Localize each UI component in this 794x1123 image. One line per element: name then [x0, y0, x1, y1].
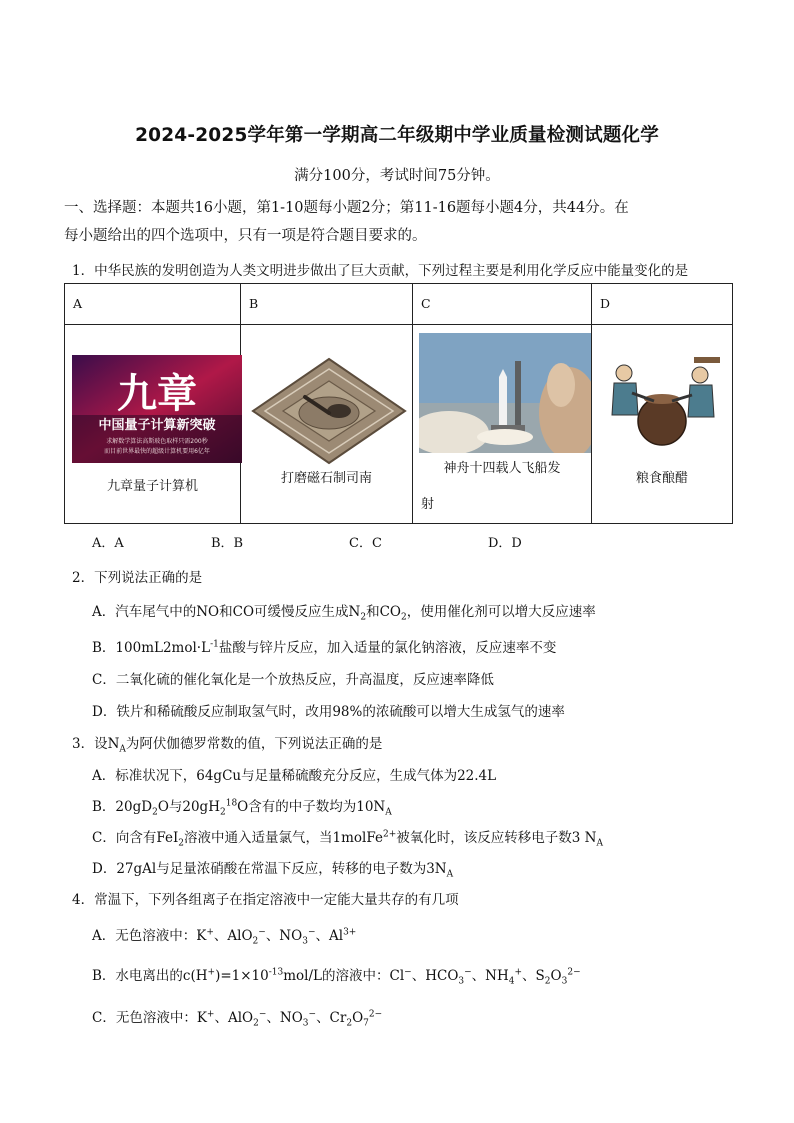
answer-a: A．A	[92, 536, 124, 551]
section-line-2: 每小题给出的四个选项中，只有一项是符合题目要求的。	[64, 228, 427, 244]
image-caption-1: 求解数学算法高斯玻色取样只需200秒	[106, 438, 208, 445]
exam-subtitle: 满分100分，考试时间75分钟。	[294, 168, 500, 184]
question-3-option-c: C．向含有FeI$_2$溶液中通入适量氯气，当1molFe$^{2+}$被氧化时，该反应转移电子数3 $N_A$	[92, 829, 603, 849]
question-1-table	[64, 283, 733, 524]
header-c: C	[413, 284, 592, 325]
vinegar-brewing-image	[602, 353, 724, 449]
question-3-option-a: A．标准状况下，64gCu与足量稀硫酸充分反应，生成气体为22.4L	[92, 768, 497, 784]
caption-a: 九章量子计算机	[106, 479, 198, 494]
question-2-option-b: B．$100mL2mol\cdot L^{-1}$盐酸与锌片反应，加入适量的氯化钠溶液，反应速率不变	[92, 639, 557, 656]
cell-b	[241, 325, 413, 524]
header-b: B	[241, 284, 413, 325]
caption-c-line-1: 神舟十四载人飞船发	[443, 461, 561, 476]
answer-c: C．C	[349, 536, 382, 551]
question-3-option-b: B．$20gD_2O$与$20gH_2^{18}O$含有的中子数均为$10N_A$	[92, 798, 392, 818]
header-d: D	[592, 284, 733, 325]
question-2-stem: 2．下列说法正确的是	[72, 570, 203, 586]
question-1-stem: 1．中华民族的发明创造为人类文明进步做出了巨大贡献，下列过程主要是利用化学反应中能量变化的是	[72, 263, 689, 279]
cell-d	[592, 325, 733, 524]
image-headline: 中国量子计算新突破	[98, 418, 216, 433]
caption-b: 打磨磁石制司南	[280, 471, 372, 486]
header-a: A	[65, 284, 241, 325]
quantum-computer-image	[72, 355, 242, 463]
question-3-option-d: D．27gAl与足量浓硝酸在常温下反应，转移的电子数为$3N_A$	[92, 861, 454, 880]
rocket-launch-image	[419, 333, 591, 453]
caption-d: 粮食酿醋	[635, 471, 688, 486]
cell-a	[65, 325, 241, 524]
answer-d: D．D	[488, 536, 522, 551]
compass-image	[249, 355, 409, 467]
image-caption-2: 而目前世界最快的超级计算机要用6亿年	[104, 448, 210, 455]
question-3-stem: 3．设$N_A$为阿伏伽德罗常数的值，下列说法正确的是	[72, 736, 383, 755]
image-big-text: 九章	[117, 371, 197, 417]
question-4-option-c: C．无色溶液中：K+、AlO$_2$−、$NO_3^-$、$Cr_2O_7^{2-}$	[92, 1009, 383, 1029]
question-4-option-a: A．无色溶液中：K+、AlO$_2$−、$NO_3^-$、$Al^{3+}$	[92, 927, 357, 947]
question-2-option-c: C．二氧化硫的催化氧化是一个放热反应，升高温度，反应速率降低	[92, 672, 494, 688]
section-line-1: 一、选择题：本题共16小题，第1-10题每小题2分；第11-16题每小题4分，共44分。在	[64, 200, 629, 216]
caption-c-line-2: 射	[421, 497, 435, 512]
section-instructions	[64, 194, 734, 250]
answer-b: B．B	[211, 536, 244, 551]
question-2-option-d: D．铁片和稀硫酸反应制取氢气时，改用98%的浓硫酸可以增大生成氢气的速率	[92, 704, 565, 720]
exam-title: 2024-2025学年第一学期高二年级期中学业质量检测试题化学	[135, 125, 659, 146]
table-body-row	[65, 325, 733, 524]
question-4-option-b: B．水电离出的$c(H^+)=1\times 10^{-13}mol/L$的溶液中：Cl−、$HCO_3^-$、$NH_4^+$、$S_2O_3^{2-}$	[92, 967, 581, 987]
cell-c	[413, 325, 592, 524]
question-2-option-a: A．汽车尾气中的NO和CO可缓慢反应生成$N_2$和$CO_2$，使用催化剂可以增大反应速率	[92, 604, 596, 623]
table-header-row	[65, 284, 733, 325]
question-4-stem: 4．常温下，下列各组离子在指定溶液中一定能大量共存的有几项	[72, 892, 459, 908]
